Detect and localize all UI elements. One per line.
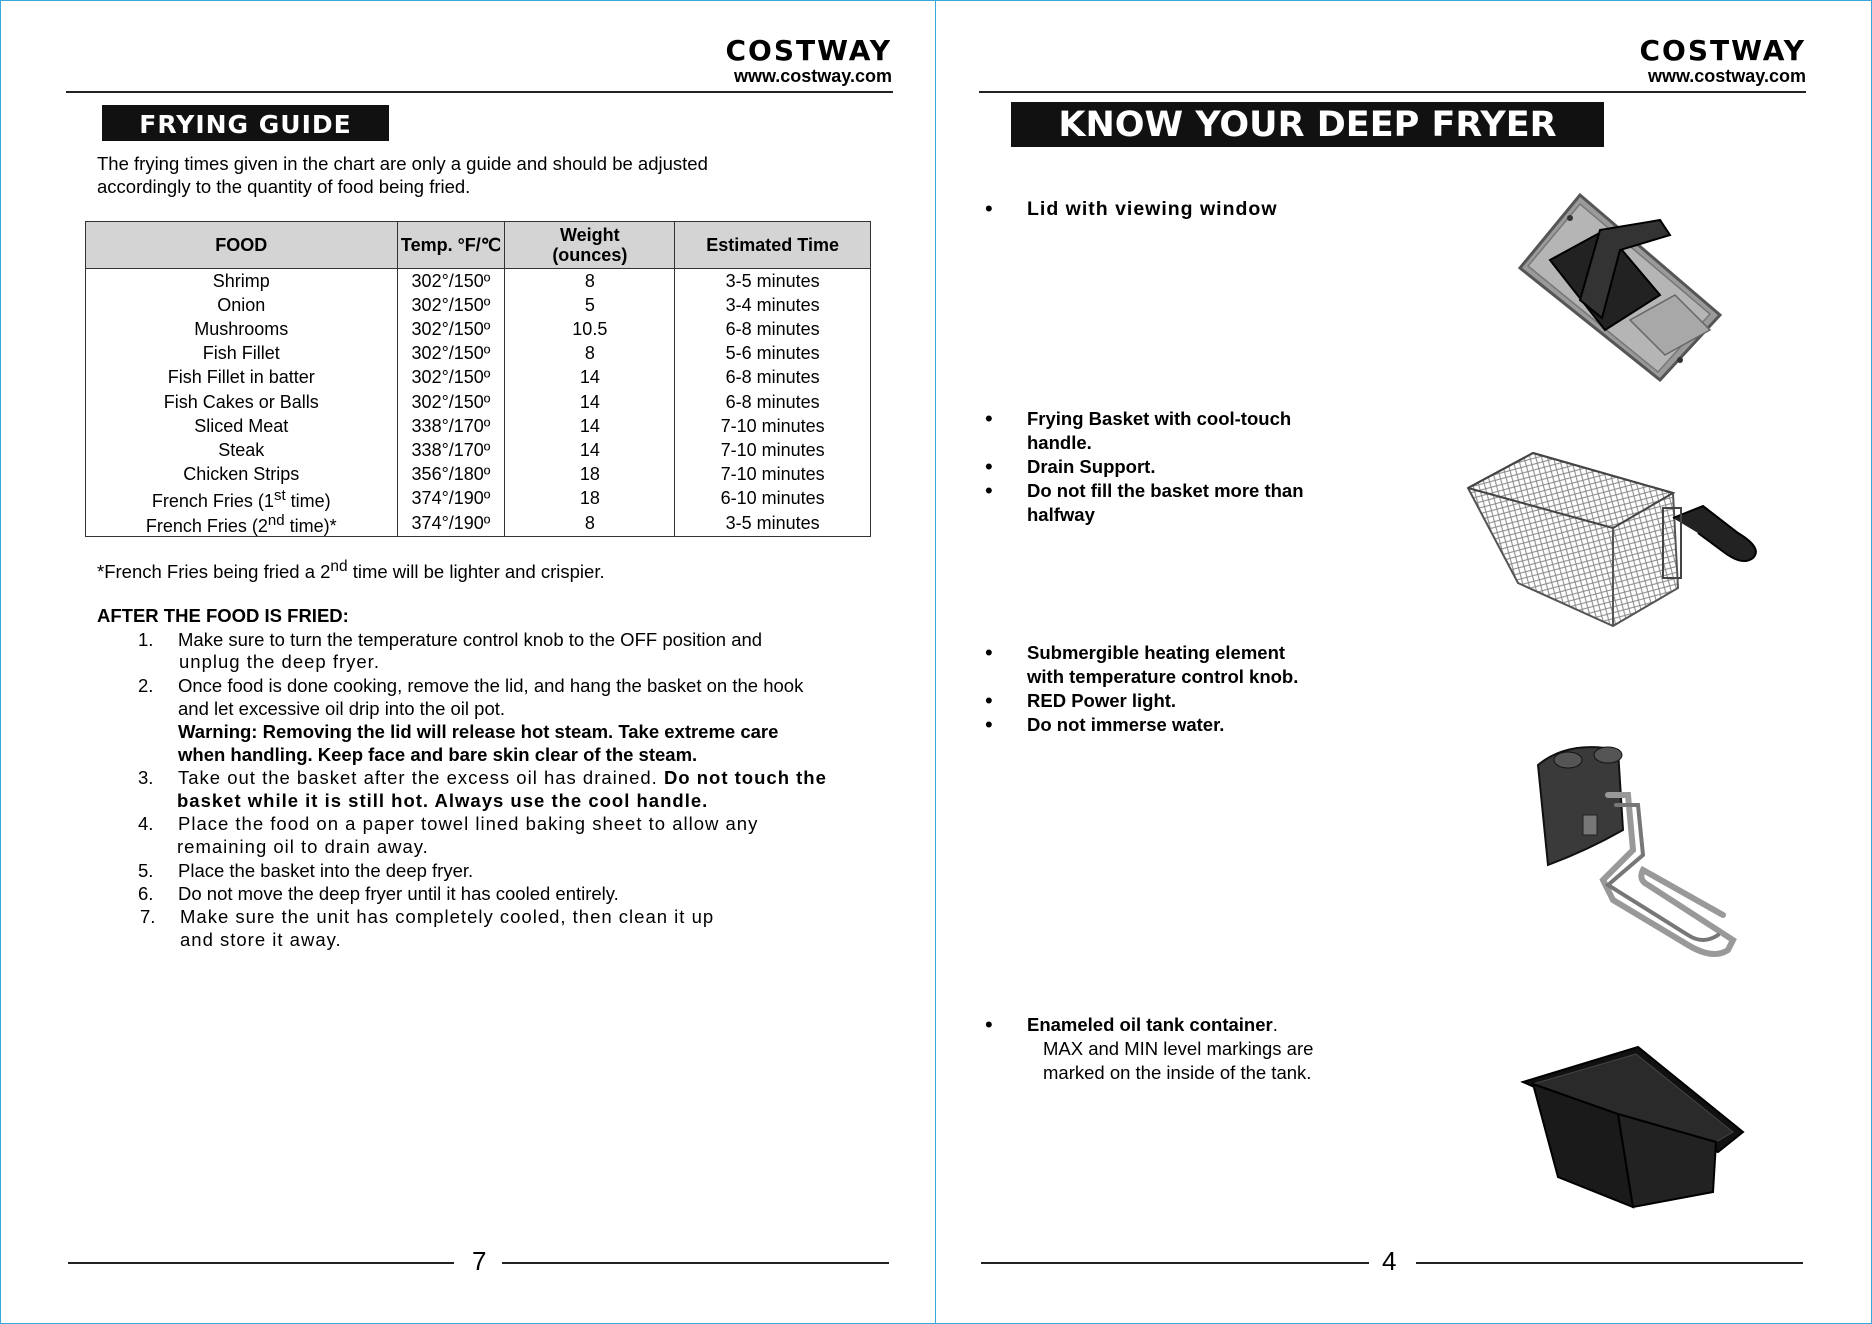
temp-cell: 302°/150º [397,317,505,341]
time-cell: 3-5 minutes [675,269,871,294]
step-number: 2. [138,675,154,696]
time-cell: 6-8 minutes [675,317,871,341]
time-cell: 7-10 minutes [675,414,871,438]
footer-rule [1416,1262,1803,1264]
temp-cell: 374°/190º [397,486,505,511]
costway-logo: COSTWAY [725,34,892,67]
step-text: Make sure the unit has completely cooled, then clean it up [180,906,715,927]
weight-cell: 14 [505,389,675,413]
table-row [86,341,871,365]
step-number: 1. [138,629,154,650]
feature-halfway [1027,479,1304,527]
step-warning: basket while it is still hot. Always use the cool handle. [177,790,709,811]
footer-rule [981,1262,1369,1264]
step-number: 3. [138,767,154,788]
feature-immerse: Do not immerse water. [1027,714,1225,735]
header-rule [979,91,1806,93]
weight-cell: 8 [505,341,675,365]
temp-cell: 302°/150º [397,293,505,317]
temp-cell: 302°/150º [397,365,505,389]
temp-cell: 302°/150º [397,269,505,294]
step-number: 4. [138,813,154,834]
frying-basket-illustration [1463,448,1765,630]
food-cell: Shrimp [86,269,398,294]
header-weight-line: Weight [559,225,620,245]
header-time: Estimated Time [675,222,871,269]
page-divider [935,0,936,1324]
time-cell: 3-5 minutes [675,511,871,537]
feature-basket [1027,407,1291,455]
footnote-text: *French Fries being fried a 2 [97,561,331,583]
food-cell: Chicken Strips [86,462,398,486]
temp-cell: 338°/170º [397,438,505,462]
step-text: remaining oil to drain away. [177,836,429,857]
food-cell: Onion [86,293,398,317]
step-text [178,767,827,789]
header-weight [505,222,675,269]
temp-cell: 356°/180º [397,462,505,486]
brand-header [1554,36,1806,86]
feature-text: Enameled oil tank container [1027,1014,1273,1035]
temp-cell: 338°/170º [397,414,505,438]
table-row [86,438,871,462]
website-url: www.costway.com [1647,66,1806,86]
page-number: 4 [1382,1246,1397,1276]
feature-text: Frying Basket with cool-touch [1027,408,1292,429]
feature-text: marked on the inside of the tank. [1043,1062,1312,1083]
lid-illustration [1510,190,1740,385]
feature-text: . [1272,1014,1278,1035]
feature-text: halfway [1027,504,1095,525]
table-row [86,293,871,317]
feature-heating [1027,641,1298,689]
know-your-fryer-banner: KNOW YOUR DEEP FRYER [1011,102,1604,147]
step-warning: Do not touch the [663,767,827,788]
table-header-row [86,222,871,269]
temp-cell: 302°/150º [397,341,505,365]
footnote-text: time will be lighter and crispier. [347,561,605,583]
weight-cell: 14 [505,414,675,438]
food-cell [86,511,398,537]
bullet: • [985,196,993,221]
table-row [86,462,871,486]
time-cell: 7-10 minutes [675,462,871,486]
header-food: FOOD [86,222,398,269]
time-cell: 5-6 minutes [675,341,871,365]
step-number: 7. [140,906,156,927]
feature-drain: Drain Support. [1027,456,1156,477]
step-text-part: Take out the basket after the excess oil has drained. [178,767,664,788]
bullet: • [985,640,993,665]
weight-cell: 8 [505,511,675,537]
bullet: • [985,688,993,713]
feature-power: RED Power light. [1027,690,1177,711]
intro-line: The frying times given in the chart are only a guide and should be adjusted [97,153,708,174]
table-row [86,365,871,389]
bullet: • [985,406,993,431]
feature-text: with temperature control knob. [1027,666,1299,687]
temp-cell: 302°/150º [397,389,505,413]
time-cell: 3-4 minutes [675,293,871,317]
header-temp: Temp. °F/℃ [397,222,505,269]
step-text: Place the basket into the deep fryer. [178,860,474,881]
step-number: 6. [138,883,154,904]
feature-text: handle. [1027,432,1092,453]
costway-logo: COSTWAY [1639,34,1806,67]
time-cell: 6-10 minutes [675,486,871,511]
time-cell: 6-8 minutes [675,389,871,413]
food-cell: Fish Fillet [86,341,398,365]
step-text: and store it away. [180,929,342,950]
feature-text: MAX and MIN level markings are [1043,1038,1314,1059]
feature-lid: Lid with viewing window [1027,198,1278,220]
frying-guide-table [85,221,871,537]
table-row [86,414,871,438]
weight-cell: 14 [505,438,675,462]
table-row [86,317,871,341]
step-text: Do not move the deep fryer until it has cooled entirely. [178,883,619,904]
step-warning: Warning: Removing the lid will release hot steam. Take extreme care [178,721,779,742]
bullet: • [985,478,993,503]
food-text: time) [285,490,331,511]
feature-text: Submergible heating element [1027,642,1286,663]
step-text: and let excessive oil drip into the oil pot. [178,698,506,719]
website-url: www.costway.com [733,66,892,86]
table-row [86,486,871,511]
bullet: • [985,454,993,479]
weight-cell: 5 [505,293,675,317]
footnote [97,558,605,583]
table-row [86,389,871,413]
food-text: time)* [284,515,337,536]
table-row [86,269,871,294]
temp-cell: 374°/190º [397,511,505,537]
intro-line: accordingly to the quantity of food being fried. [97,176,471,197]
header-weight-line: (ounces) [552,245,628,265]
feature-text: Do not fill the basket more than [1027,480,1304,501]
food-cell: Fish Fillet in batter [86,365,398,389]
step-text: unplug the deep fryer. [179,651,380,672]
step-warning: when handling. Keep face and bare skin clear of the steam. [178,744,698,765]
footer-rule [502,1262,889,1264]
brand-header [640,36,892,86]
intro-text [97,152,817,198]
feature-tank [1027,1013,1313,1085]
step-number: 5. [138,860,154,881]
ordinal-suffix: st [273,486,286,504]
food-cell: Mushrooms [86,317,398,341]
weight-cell: 8 [505,269,675,294]
bullet: • [985,1012,993,1037]
footer-rule [68,1262,454,1264]
bullet: • [985,712,993,737]
food-cell [86,486,398,511]
ordinal-suffix: nd [330,558,348,575]
weight-cell: 18 [505,462,675,486]
step-text: Make sure to turn the temperature control knob to the OFF position and [178,629,763,650]
ordinal-suffix: nd [267,511,285,529]
food-cell: Steak [86,438,398,462]
step-text: Once food is done cooking, remove the lid, and hang the basket on the hook [178,675,804,696]
after-frying-heading: AFTER THE FOOD IS FRIED: [97,605,349,626]
food-cell: Sliced Meat [86,414,398,438]
header-rule [66,91,893,93]
page-number: 7 [472,1246,487,1276]
time-cell: 6-8 minutes [675,365,871,389]
weight-cell: 18 [505,486,675,511]
time-cell: 7-10 minutes [675,438,871,462]
food-cell: Fish Cakes or Balls [86,389,398,413]
oil-tank-illustration [1518,1042,1748,1210]
heating-element-illustration [1528,735,1738,985]
weight-cell: 10.5 [505,317,675,341]
step-text: Place the food on a paper towel lined baking sheet to allow any [178,813,759,834]
food-text: French Fries (2 [145,515,268,536]
table-row [86,511,871,537]
weight-cell: 14 [505,365,675,389]
frying-guide-banner: FRYING GUIDE [102,105,389,141]
food-text: French Fries (1 [151,490,274,511]
